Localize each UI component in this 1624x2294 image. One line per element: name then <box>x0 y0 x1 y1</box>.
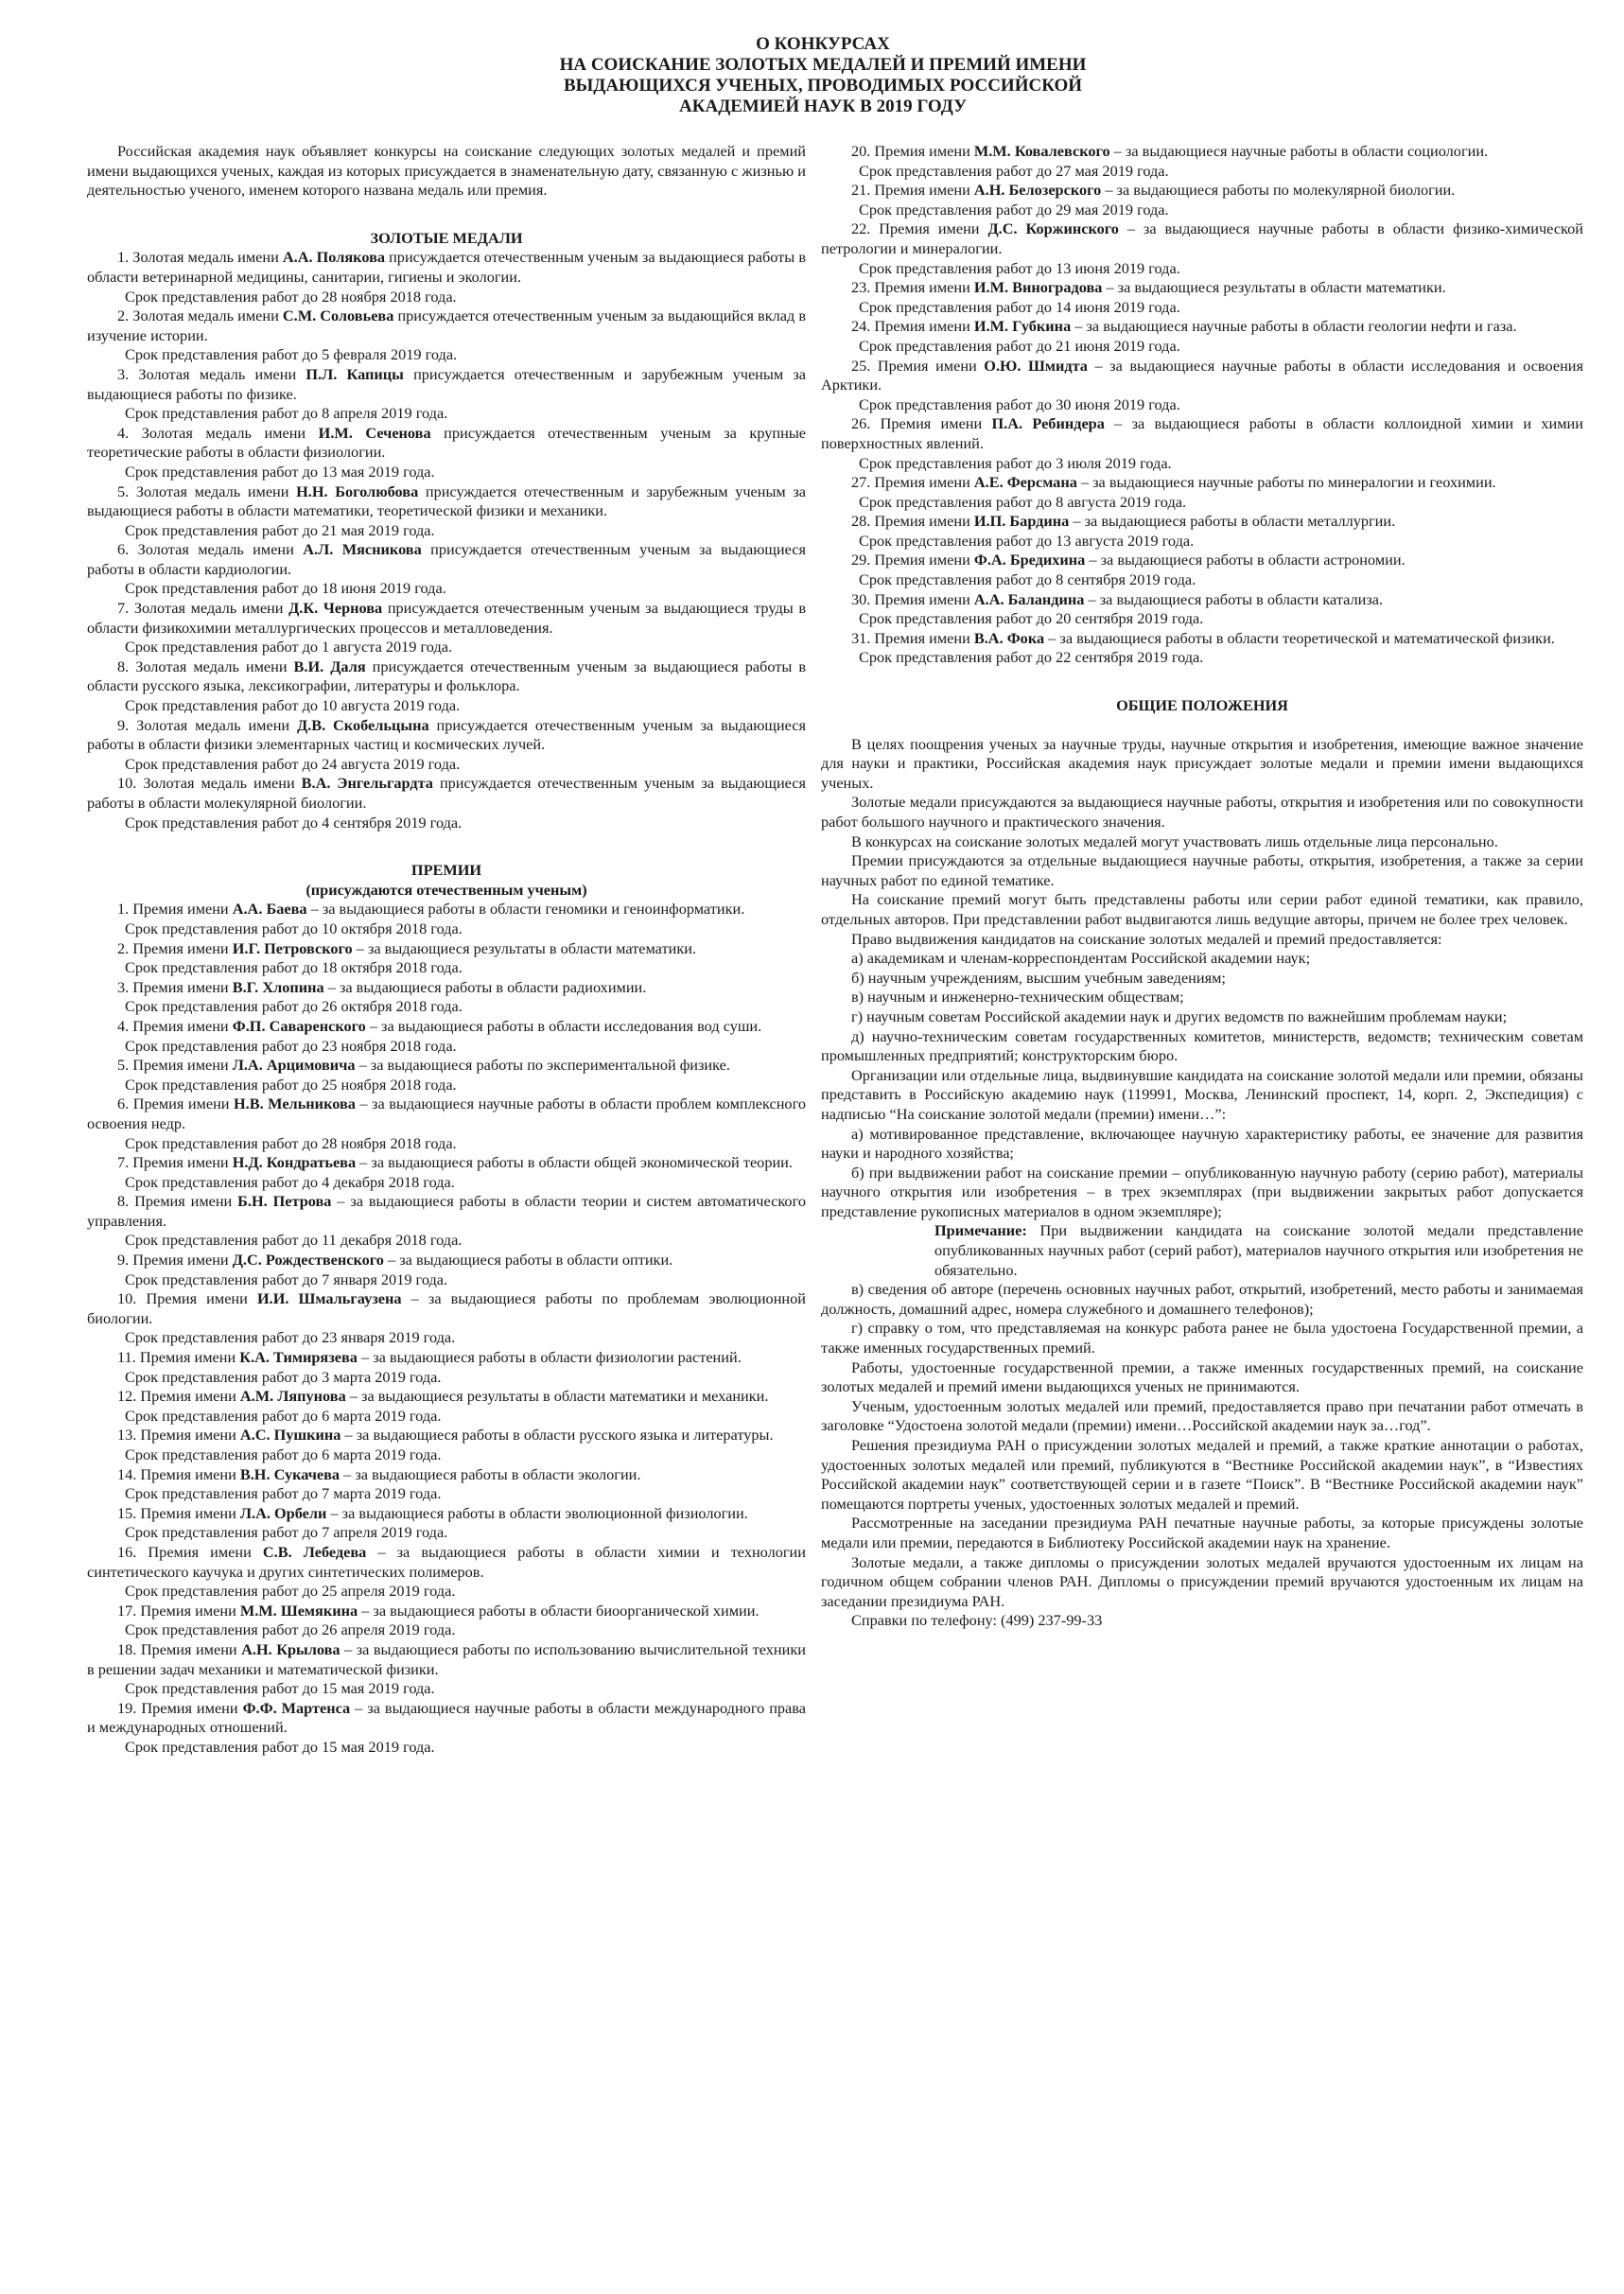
award-item-prefix: 8. Премия имени <box>117 1192 238 1211</box>
award-item <box>87 248 806 287</box>
award-item <box>87 1543 806 1582</box>
general-paragraph: Золотые медали, а также дипломы о присуждении золотых медалей вручаются удостоенным их лицам на годичном общем собрании членов РАН. Дипломы о присуждении премий вручаются удостоенным их лицам на заседании президиума РАН. <box>821 1552 1583 1610</box>
award-namesake: А.Е. Ферсмана <box>973 473 1077 492</box>
award-item-prefix: 27. Премия имени <box>851 473 974 492</box>
award-item <box>87 1192 806 1231</box>
award-description: – за выдающиеся работы по молекулярной биологии. <box>1101 181 1456 200</box>
award-item <box>821 181 1583 201</box>
award-namesake: К.А. Тимирязева <box>239 1348 358 1367</box>
award-item <box>87 1465 806 1485</box>
award-item-prefix: 24. Премия имени <box>851 317 974 336</box>
award-item-prefix: 1. Премия имени <box>117 900 233 919</box>
award-item-prefix: 21. Премия имени <box>851 181 974 200</box>
prizes-heading: ПРЕМИИ <box>410 861 482 880</box>
award-item <box>87 1504 806 1524</box>
award-namesake: А.А. Баландина <box>973 589 1085 608</box>
award-item-prefix: 3. Золотая медаль имени <box>117 364 306 383</box>
award-namesake: Ф.П. Саваренского <box>232 1016 366 1035</box>
award-item <box>821 473 1583 493</box>
award-item-prefix: 4. Золотая медаль имени <box>117 423 319 442</box>
award-description: – за выдающиеся работы в области катализа. <box>1084 589 1384 608</box>
award-description: присуждается отечественным ученым за выдающиеся труды в области физикохимии металлургических процессов и металловедения. <box>87 599 807 637</box>
deadline-line: Срок представления работ до 3 марта 2019 года. <box>125 1367 442 1386</box>
list-item: а) мотивированное представление, включающее научную характеристику работы, ее значение для развития науки и народного хозяйства; <box>821 1124 1583 1163</box>
award-item <box>87 1640 806 1679</box>
deadline-line: Срок представления работ до 15 мая 2019 года. <box>125 1737 435 1756</box>
award-item-prefix: 7. Премия имени <box>117 1153 233 1172</box>
award-item-prefix: 9. Премия имени <box>117 1251 233 1270</box>
award-namesake: Д.С. Рождественского <box>232 1251 384 1270</box>
award-namesake: О.Ю. Шмидта <box>984 356 1088 375</box>
deadline-line: Срок представления работ до 18 июня 2019 года. <box>125 579 446 598</box>
award-item-prefix: 17. Премия имени <box>117 1601 240 1620</box>
award-item-prefix: 2. Золотая медаль имени <box>117 306 283 325</box>
deadline-line: Срок представления работ до 1 августа 2019 года. <box>125 638 453 657</box>
award-description: – за выдающиеся работы в области радиохимии. <box>323 977 647 996</box>
deadline-line: Срок представления работ до 3 июля 2019 года. <box>859 453 1172 472</box>
award-namesake: Н.Д. Кондратьева <box>232 1153 357 1172</box>
award-item <box>821 629 1583 649</box>
deadline-line: Срок представления работ до 13 июня 2019 года. <box>859 258 1180 277</box>
deadline-line: Срок представления работ до 23 января 2019 года. <box>125 1328 456 1347</box>
award-description: – за выдающиеся научные работы в области социологии. <box>1109 142 1489 160</box>
award-item-prefix: 30. Премия имени <box>851 589 974 608</box>
award-namesake: И.М. Сеченова <box>318 423 431 442</box>
award-namesake: А.С. Пушкина <box>239 1426 341 1445</box>
award-namesake: Д.В. Скобельцына <box>296 715 429 734</box>
award-item <box>87 482 806 521</box>
general-paragraph: Право выдвижения кандидатов на соискание золотых медалей и премий предоставляется: <box>851 929 1442 948</box>
deadline-line: Срок представления работ до 8 сентября 2019 года. <box>859 570 1196 589</box>
award-item <box>87 424 806 463</box>
deadline-line: Срок представления работ до 25 апреля 2019 года. <box>125 1582 456 1601</box>
award-item <box>87 365 806 404</box>
award-item <box>87 1153 806 1173</box>
award-description: присуждается отечественным ученым за выдающиеся работы в области русского языка, лексикографии, литературы и фольклора. <box>87 657 807 695</box>
title-line: О КОНКУРСАХ <box>756 34 890 54</box>
award-description: – за выдающиеся работы в области теории и систем автоматического управления. <box>87 1192 806 1230</box>
award-description: – за выдающиеся работы в области оптики. <box>383 1251 673 1270</box>
note-paragraph <box>821 1221 1583 1280</box>
award-item-prefix: 9. Золотая медаль имени <box>117 715 297 734</box>
deadline-line: Срок представления работ до 6 марта 2019 года. <box>125 1445 442 1463</box>
award-description: присуждается отечественным ученым за выдающиеся работы в области кардиологии. <box>87 540 806 578</box>
award-item <box>87 1251 806 1270</box>
general-paragraph: Работы, удостоенные государственной премии, а также именных государственных премий, на соискание золотых медалей и премий имени выдающихся ученых не принимаются. <box>821 1357 1583 1396</box>
award-description: – за выдающиеся научные работы в области международного права и международных отношений. <box>87 1698 806 1737</box>
deadline-line: Срок представления работ до 21 мая 2019 года. <box>125 520 435 539</box>
award-item-prefix: 5. Золотая медаль имени <box>117 482 297 500</box>
deadline-line: Срок представления работ до 21 июня 2019 года. <box>859 336 1180 355</box>
award-namesake: И.И. Шмальгаузена <box>256 1289 402 1308</box>
award-item-prefix: 18. Премия имени <box>117 1639 242 1658</box>
award-item <box>87 1289 806 1328</box>
award-item <box>821 357 1583 395</box>
deadline-line: Срок представления работ до 27 мая 2019 года. <box>859 161 1169 180</box>
award-namesake: Л.А. Орбели <box>239 1503 327 1522</box>
deadline-line: Срок представления работ до 29 мая 2019 года. <box>859 200 1169 219</box>
right-column <box>821 142 1583 1631</box>
award-item <box>87 657 806 696</box>
deadline-line: Срок представления работ до 28 ноября 2018 года. <box>125 287 457 306</box>
list-item: а) академикам и членам-корреспондентам Российской академии наук; <box>851 949 1311 968</box>
award-item-prefix: 12. Премия имени <box>117 1387 240 1406</box>
award-item-prefix: 10. Премия имени <box>117 1289 257 1308</box>
award-namesake: В.Г. Хлопина <box>232 977 324 996</box>
award-namesake: Б.Н. Петрова <box>237 1192 332 1211</box>
deadline-line: Срок представления работ до 10 октября 2018 года. <box>125 919 463 937</box>
award-description: – за выдающиеся научные работы в области физико-химической петрологии и минералогии. <box>821 219 1583 257</box>
award-item <box>821 551 1583 570</box>
award-item-prefix: 4. Премия имени <box>117 1016 233 1035</box>
award-namesake: А.А. Полякова <box>282 248 386 267</box>
award-item-prefix: 22. Премия имени <box>851 219 988 238</box>
award-item <box>87 1056 806 1076</box>
award-description: – за выдающиеся работы по экспериментальной физике. <box>355 1056 730 1075</box>
award-description: – за выдающиеся работы в области экологии. <box>340 1464 641 1483</box>
deadline-line: Срок представления работ до 25 ноября 2018 года. <box>125 1075 457 1094</box>
deadline-line: Срок представления работ до 8 апреля 2019 года. <box>125 404 448 423</box>
award-description: – за выдающиеся научные работы в области геологии нефти и газа. <box>1071 317 1517 336</box>
list-item: в) сведения об авторе (перечень основных научных работ, открытий, изобретений, место работы и занимаемая должность, домашний адрес, номера служебного и домашнего телефонов); <box>821 1280 1583 1318</box>
list-item: б) научным учреждениям, высшим учебным заведениям; <box>851 968 1226 987</box>
award-namesake: Д.К. Чернова <box>288 599 383 618</box>
award-item <box>87 1348 806 1368</box>
award-item <box>87 978 806 998</box>
general-paragraph: Организации или отдельные лица, выдвинувшие кандидата на соискание золотой медали или премии, обязаны представить в Российскую академию наук (119991, Москва, Ленинский проспект, 14, корп. 2, Экспедиция) с надписью “На соискание золотой медали (премии) имени…”: <box>821 1065 1583 1123</box>
award-description: – за выдающиеся работы в области эволюционной физиологии. <box>326 1503 748 1522</box>
award-item-prefix: 25. Премия имени <box>851 356 985 375</box>
award-namesake: В.А. Фока <box>973 628 1045 647</box>
list-item: в) научным и инженерно-техническим обществам; <box>851 988 1184 1007</box>
deadline-line: Срок представления работ до 13 августа 2019 года. <box>859 531 1195 550</box>
award-item-prefix: 8. Золотая медаль имени <box>117 657 294 675</box>
award-description: – за выдающиеся научные работы в области исследования и освоения Арктики. <box>821 356 1583 394</box>
award-item-prefix: 26. Премия имени <box>851 414 992 433</box>
note-label: Примечание: <box>934 1221 1027 1240</box>
award-item-prefix: 19. Премия имени <box>117 1698 243 1717</box>
award-description: – за выдающиеся работы в области русского языка и литературы. <box>341 1426 774 1445</box>
award-item <box>821 590 1583 610</box>
award-description: – за выдающиеся работы в области геномики и геноинформатики. <box>306 900 745 919</box>
award-description: – за выдающиеся результаты в области математики и механики. <box>345 1387 769 1406</box>
award-namesake: Н.В. Мельникова <box>234 1094 356 1113</box>
deadline-line: Срок представления работ до 8 августа 2019 года. <box>859 492 1187 511</box>
award-namesake: Н.Н. Боголюбова <box>296 482 419 500</box>
award-description: присуждается отечественным и зарубежным ученым за выдающиеся работы по физике. <box>87 364 806 403</box>
award-description: – за выдающиеся научные работы в области проблем комплексного освоения недр. <box>87 1094 806 1132</box>
award-item <box>87 1699 806 1738</box>
award-namesake: В.И. Даля <box>293 657 366 675</box>
award-item <box>87 1094 806 1133</box>
deadline-line: Срок представления работ до 7 апреля 2019 года. <box>125 1523 448 1542</box>
award-description: – за выдающиеся работы в области металлургии. <box>1069 512 1396 531</box>
award-item <box>87 306 806 345</box>
award-item <box>821 142 1583 162</box>
general-paragraph: Ученым, удостоенным золотых медалей или премий, предоставляется право при печатании работ отмечать в заголовке “Удостоена золотой медали (премии) имени…Российской академии наук за…год”. <box>821 1396 1583 1435</box>
intro-paragraph: Российская академия наук объявляет конкурсы на соискание следующих золотых медалей и премий имени выдающихся ученых, каждая из которых присуждается в знаменательную дату, связанную с жизнью и деятельностью ученого, именем которого названа медаль или премия. <box>87 142 806 200</box>
award-description: присуждается отечественным ученым за выдающиеся работы в области физики элементарных частиц и космических лучей. <box>87 715 806 754</box>
award-namesake: П.Л. Капицы <box>306 364 404 383</box>
award-item <box>821 219 1583 258</box>
document-title <box>511 34 1135 117</box>
contact-line: Справки по телефону: (499) 237-99-33 <box>851 1611 1103 1630</box>
deadline-line: Срок представления работ до 26 октября 2018 года. <box>125 997 463 1016</box>
award-description: – за выдающиеся результаты в области математики. <box>352 938 697 957</box>
left-column <box>87 142 806 1758</box>
deadline-line: Срок представления работ до 13 мая 2019 года. <box>125 462 435 481</box>
deadline-line: Срок представления работ до 18 октября 2018 года. <box>125 958 463 977</box>
medals-list <box>87 248 806 832</box>
deadline-line: Срок представления работ до 4 сентября 2019 года. <box>125 813 463 832</box>
award-description: – за выдающиеся работы в области теоретической и математической физики. <box>1044 628 1555 647</box>
award-item-prefix: 5. Премия имени <box>117 1056 233 1075</box>
award-item <box>821 317 1583 337</box>
award-description: – за выдающиеся научные работы по минералогии и геохимии. <box>1076 473 1496 492</box>
prizes-list-left <box>87 900 806 1757</box>
award-namesake: Д.С. Коржинского <box>987 219 1119 238</box>
award-namesake: М.М. Шемякина <box>239 1601 358 1620</box>
award-item <box>821 278 1583 298</box>
award-description: присуждается отечественным и зарубежным ученым за выдающиеся работы в области математики, теоретической физики и механики. <box>87 482 807 520</box>
deadline-line: Срок представления работ до 6 марта 2019 года. <box>125 1406 442 1425</box>
award-description: – за выдающиеся работы по использованию вычислительной техники в решении задач механики и математической физики. <box>87 1639 806 1678</box>
award-item-prefix: 20. Премия имени <box>851 142 974 160</box>
award-description: присуждается отечественным ученым за выдающиеся работы в области ветеринарной медицины, санитарии, гигиены и экологии. <box>87 248 807 286</box>
award-namesake: С.М. Соловьева <box>282 306 394 325</box>
award-namesake: И.П. Бардина <box>973 512 1070 531</box>
general-paragraph: Решения президиума РАН о присуждении золотых медалей и премий, а также краткие аннотации о работах, удостоенных золотых медалей или премий, публикуются в “Вестнике Российской академии наук”, в “Известиях Российской академии наук” соответствующей серии и в газете “Поиск”. В “Вестнике Российской академии наук” помещаются портреты ученых, удостоенных золотых медалей и премий. <box>821 1436 1583 1513</box>
award-item-prefix: 1. Золотая медаль имени <box>117 248 283 267</box>
award-item <box>87 1426 806 1445</box>
award-item-prefix: 6. Золотая медаль имени <box>117 540 304 559</box>
deadline-line: Срок представления работ до 22 сентября 2019 года. <box>859 648 1204 667</box>
award-namesake: А.Л. Мясникова <box>303 540 422 559</box>
prizes-subheading: (присуждаются отечественным ученым) <box>306 880 587 899</box>
award-item-prefix: 23. Премия имени <box>851 278 974 297</box>
award-description: – за выдающиеся работы в области коллоидной химии и химии поверхностных явлений. <box>821 414 1583 452</box>
list-item: г) справку о том, что представляемая на конкурс работа ранее не была удостоена Государственной премии, а также именных государственных премий. <box>821 1319 1583 1357</box>
list-item: г) научным советам Российской академии наук и других ведомств по важнейшим проблемам науки; <box>851 1007 1508 1025</box>
award-item-prefix: 15. Премия имени <box>117 1503 240 1522</box>
award-item <box>821 414 1583 453</box>
deadline-line: Срок представления работ до 26 апреля 2019 года. <box>125 1620 456 1639</box>
award-namesake: В.А. Энгельгардта <box>301 774 433 793</box>
general-paragraph: В целях поощрения ученых за научные труды, научные открытия и изобретения, имеющие важное значение для науки и практики, Российская академия наук присуждает золотые медали и премии имени выдающихся ученых. <box>821 734 1583 792</box>
title-line: ВЫДАЮЩИХСЯ УЧЕНЫХ, ПРОВОДИМЫХ РОССИЙСКОЙ <box>563 76 1083 96</box>
award-namesake: А.А. Баева <box>232 900 307 919</box>
award-item <box>87 1017 806 1037</box>
deadline-line: Срок представления работ до 10 августа 2019 года. <box>125 696 461 715</box>
award-item-prefix: 3. Премия имени <box>117 977 233 996</box>
general-heading: ОБЩИЕ ПОЛОЖЕНИЯ <box>1116 696 1288 715</box>
award-description: – за выдающиеся результаты в области математики. <box>1102 278 1446 297</box>
award-item-prefix: 28. Премия имени <box>851 512 974 531</box>
award-item-prefix: 2. Премия имени <box>117 938 233 957</box>
award-item-prefix: 31. Премия имени <box>851 628 974 647</box>
deadline-line: Срок представления работ до 11 декабря 2018 года. <box>125 1231 463 1250</box>
deadline-line: Срок представления работ до 28 ноября 2018 года. <box>125 1133 457 1152</box>
deadline-line: Срок представления работ до 23 ноября 2018 года. <box>125 1036 457 1055</box>
award-description: – за выдающиеся работы в области исследования вод суши. <box>365 1016 762 1035</box>
award-description: присуждается отечественным ученым за выдающийся вклад в изучение истории. <box>87 306 807 344</box>
award-item <box>87 939 806 959</box>
award-item <box>87 716 806 755</box>
award-description: – за выдающиеся работы в области астрономии. <box>1085 551 1406 569</box>
award-item <box>87 1387 806 1407</box>
award-item <box>87 540 806 579</box>
deadline-line: Срок представления работ до 20 сентября 2019 года. <box>859 609 1204 628</box>
award-namesake: П.А. Ребиндера <box>991 414 1105 433</box>
medals-heading: ЗОЛОТЫЕ МЕДАЛИ <box>370 228 523 247</box>
deadline-line: Срок представления работ до 30 июня 2019 года. <box>859 394 1180 413</box>
deadline-line: Срок представления работ до 14 июня 2019 года. <box>859 297 1180 316</box>
award-item-prefix: 6. Премия имени <box>117 1094 235 1113</box>
award-namesake: И.Г. Петровского <box>232 938 353 957</box>
award-namesake: А.Н. Крылова <box>241 1639 341 1658</box>
award-namesake: А.М. Ляпунова <box>239 1387 346 1406</box>
general-paragraph: Золотые медали присуждаются за выдающиеся научные работы, открытия и изобретения или по совокупности работ большого научного и практического значения. <box>821 793 1583 831</box>
award-description: присуждается отечественным ученым за выдающиеся работы в области молекулярной биологии. <box>87 774 806 812</box>
award-description: – за выдающиеся работы в области общей экономической теории. <box>356 1153 793 1172</box>
deadline-line: Срок представления работ до 7 марта 2019 года. <box>125 1484 442 1503</box>
deadline-line: Срок представления работ до 15 мая 2019 года. <box>125 1679 435 1698</box>
list-item: б) при выдвижении работ на соискание премии – опубликованную научную работу (серию работ), материалы научного открытия или изобретения – в трех экземплярах (при выдвижении закрытых работ допускается представление рукописных материалов в одном экземпляре); <box>821 1163 1583 1220</box>
award-description: – за выдающиеся работы по проблемам эволюционной биологии. <box>87 1289 806 1327</box>
award-item <box>87 774 806 813</box>
general-paragraph: Премии присуждаются за отдельные выдающиеся научные работы, открытия, изобретения, а также за серии научных работ по единой тематике. <box>821 851 1583 889</box>
award-item <box>87 599 806 638</box>
award-item-prefix: 14. Премия имени <box>117 1464 240 1483</box>
award-description: – за выдающиеся работы в области биоорганической химии. <box>358 1601 760 1620</box>
general-paragraph: Рассмотренные на заседании президиума РАН печатные научные работы, за которые присуждены золотые медали или премии, передаются в Библиотеку Российской академии наук на хранение. <box>821 1514 1583 1551</box>
prizes-list-right <box>821 142 1583 668</box>
title-line: НА СОИСКАНИЕ ЗОЛОТЫХ МЕДАЛЕЙ И ПРЕМИЙ ИМЕНИ <box>559 55 1087 75</box>
award-item-prefix: 16. Премия имени <box>117 1542 263 1561</box>
award-namesake: В.Н. Сукачева <box>239 1464 341 1483</box>
award-namesake: И.М. Виноградова <box>973 278 1103 297</box>
award-namesake: Ф.А. Бредихина <box>973 551 1086 569</box>
award-namesake: Ф.Ф. Мартенса <box>242 1698 351 1717</box>
award-namesake: И.М. Губкина <box>973 317 1072 336</box>
deadline-line: Срок представления работ до 7 января 2019 года. <box>125 1270 448 1288</box>
award-item-prefix: 11. Премия имени <box>117 1348 240 1367</box>
note-text: При выдвижении кандидата на соискание золотой медали представление опубликованных научных работ (серий работ), материалов научного открытия или изобретения не обязательно. <box>934 1221 1583 1279</box>
title-line: АКАДЕМИЕЙ НАУК В 2019 ГОДУ <box>678 96 968 116</box>
deadline-line: Срок представления работ до 24 августа 2019 года. <box>125 754 461 773</box>
award-description: – за выдающиеся работы в области химии и технологии синтетического каучука и других синтетических полимеров. <box>87 1542 806 1581</box>
general-paragraph: На соискание премий могут быть представлены работы или серии работ единой тематики, как правило, отдельных авторов. При представлении работ выдвигаются лишь ведущие авторы, причем не более трех человек. <box>821 890 1583 928</box>
list-item: д) научно-техническим советам государственных комитетов, министерств, ведомств; техническим советам промышленных предприятий; конструкторским бюро. <box>821 1026 1583 1065</box>
award-item-prefix: 13. Премия имени <box>117 1426 240 1445</box>
general-paragraph: В конкурсах на соискание золотых медалей могут участвовать лишь отдельные лица персонально. <box>851 832 1498 850</box>
deadline-line: Срок представления работ до 4 декабря 2018 года. <box>125 1172 455 1191</box>
deadline-line: Срок представления работ до 5 февраля 2019 года. <box>125 345 458 364</box>
award-namesake: Л.А. Арцимовича <box>232 1056 356 1075</box>
award-item-prefix: 7. Золотая медаль имени <box>117 599 289 618</box>
award-description: – за выдающиеся работы в области физиологии растений. <box>357 1348 742 1367</box>
award-namesake: М.М. Ковалевского <box>973 142 1110 160</box>
award-item <box>821 512 1583 532</box>
award-item <box>87 1602 806 1621</box>
award-item <box>87 900 806 919</box>
award-namesake: С.В. Лебедева <box>262 1542 367 1561</box>
award-item-prefix: 10. Золотая медаль имени <box>117 774 302 793</box>
award-description: присуждается отечественным ученым за крупные теоретические работы в области физиологии. <box>87 423 806 462</box>
award-namesake: А.Н. Белозерского <box>973 181 1102 200</box>
award-item-prefix: 29. Премия имени <box>851 551 974 569</box>
